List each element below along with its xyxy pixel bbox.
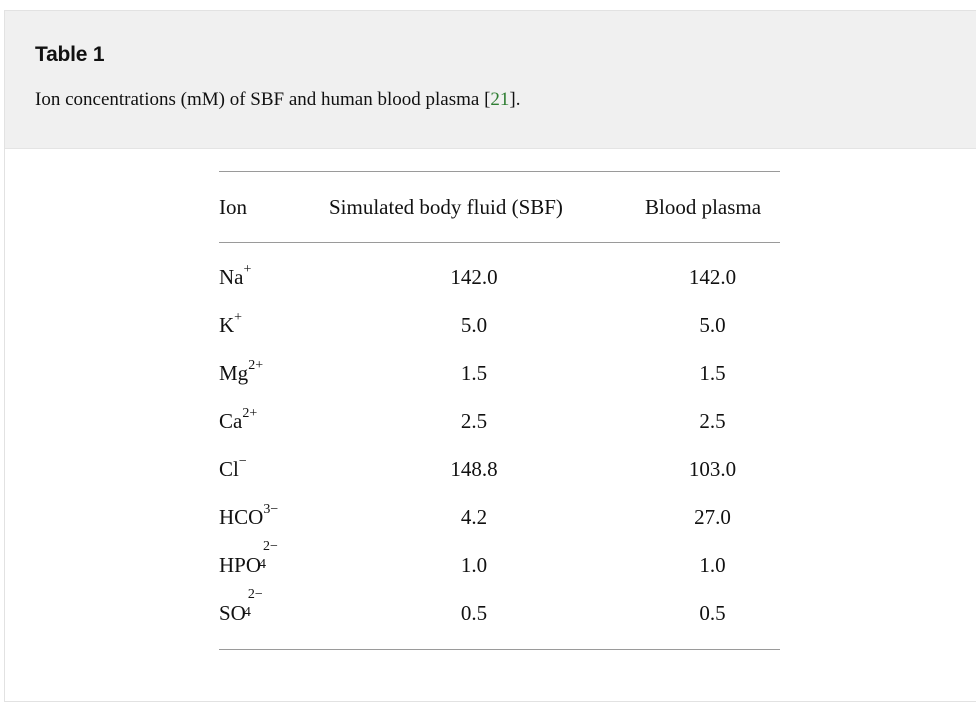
sbf-value: 1.0 xyxy=(460,552,488,577)
ion-index-group xyxy=(243,586,268,620)
sbf-value: 0.5 xyxy=(460,600,488,625)
caption-text-end: ]. xyxy=(509,89,521,110)
ion-cell xyxy=(219,586,329,650)
sbf-value: 148.8 xyxy=(450,456,498,481)
ion-index-group xyxy=(259,538,283,572)
ion-charge: − xyxy=(238,453,247,469)
ion-charge: 2− xyxy=(263,538,278,554)
sbf-value: 142.0 xyxy=(450,264,498,289)
blood-plasma-value: 142.0 xyxy=(688,264,737,289)
sbf-value: 5.0 xyxy=(460,312,488,337)
ion-subscript: 4 xyxy=(243,604,251,620)
ion-cell xyxy=(219,349,329,397)
header-blood-plasma: Blood plasma xyxy=(645,194,762,219)
table-row xyxy=(219,349,780,397)
sbf-value: 4.2 xyxy=(460,504,488,529)
sbf-value: 1.5 xyxy=(460,360,488,385)
blood-plasma-value: 2.5 xyxy=(699,408,726,433)
ion-charge: + xyxy=(243,261,252,277)
sbf-value: 2.5 xyxy=(460,408,488,433)
ion-cell xyxy=(219,493,329,541)
ion-cell xyxy=(219,243,329,302)
reference-link[interactable]: 21 xyxy=(490,89,510,110)
table-row xyxy=(219,445,780,493)
ion-charge: + xyxy=(234,309,243,325)
ion-subscript: 4 xyxy=(259,556,267,572)
blood-plasma-value: 27.0 xyxy=(694,504,731,529)
table-row xyxy=(219,589,780,650)
table-body xyxy=(219,243,780,650)
table-row xyxy=(219,493,780,541)
caption-text-start: Ion concentrations (mM) of SBF and human blood plasma [ xyxy=(35,89,491,110)
blood-plasma-value: 1.0 xyxy=(699,552,726,577)
ion-charge: 2+ xyxy=(242,405,258,421)
ion-symbol: Mg xyxy=(219,360,249,385)
table-row xyxy=(219,243,780,302)
ion-symbol: SO xyxy=(219,600,246,625)
header-sbf: Simulated body fluid (SBF) xyxy=(329,194,563,219)
ion-cell xyxy=(219,445,329,493)
blood-plasma-value: 1.5 xyxy=(699,360,726,385)
ion-charge: 2+ xyxy=(248,357,264,373)
ion-concentration-table xyxy=(219,171,780,650)
ion-cell xyxy=(219,301,329,349)
table-row xyxy=(219,301,780,349)
table-row xyxy=(219,397,780,445)
ion-cell xyxy=(219,397,329,445)
table-caption-box xyxy=(5,11,976,149)
table-label: Table 1 xyxy=(35,43,105,66)
table-caption xyxy=(35,89,520,111)
ion-symbol: HCO xyxy=(219,504,264,529)
ion-symbol: Na xyxy=(219,264,244,289)
blood-plasma-value: 0.5 xyxy=(699,600,726,625)
ion-cell xyxy=(219,538,329,589)
table-row xyxy=(219,541,780,589)
ion-charge: 3− xyxy=(263,501,279,517)
ion-symbol: Ca xyxy=(219,408,243,433)
header-ion: Ion xyxy=(219,194,247,219)
ion-symbol: Cl xyxy=(219,456,239,481)
ion-symbol: K xyxy=(219,312,235,337)
blood-plasma-value: 5.0 xyxy=(699,312,726,337)
blood-plasma-value: 103.0 xyxy=(688,456,737,481)
ion-charge: 2− xyxy=(247,586,263,602)
ion-symbol: HPO xyxy=(219,552,262,577)
table-header-row xyxy=(219,172,780,243)
